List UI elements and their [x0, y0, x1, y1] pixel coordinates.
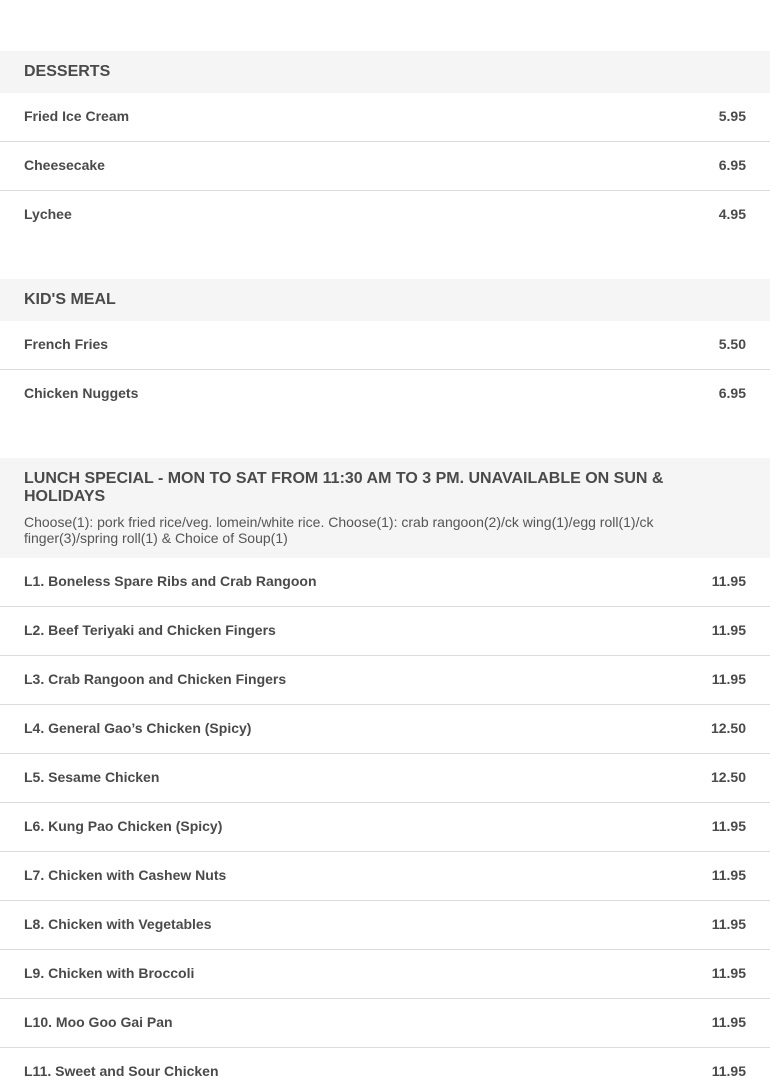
item-price: 12.50	[710, 720, 746, 736]
section-header	[0, 51, 770, 93]
menu-item[interactable]	[0, 558, 770, 607]
item-name: L9. Chicken with Broccoli	[24, 965, 195, 981]
item-name: L7. Chicken with Cashew Nuts	[24, 867, 227, 883]
item-price: 11.95	[711, 1063, 746, 1079]
menu-item[interactable]	[0, 321, 770, 370]
item-price: 12.50	[710, 769, 746, 785]
item-price: 6.95	[718, 157, 746, 173]
item-price: 11.95	[711, 573, 746, 589]
section-title: DESSERTS	[24, 63, 111, 80]
item-name: L6. Kung Pao Chicken (Spicy)	[24, 818, 223, 834]
section-header	[0, 279, 770, 321]
section-title: KID'S MEAL	[24, 291, 116, 308]
item-price: 6.95	[718, 385, 746, 401]
menu-item[interactable]	[0, 370, 770, 419]
section-lunch-special	[0, 458, 770, 1086]
item-price: 11.95	[711, 818, 746, 834]
item-name: L5. Sesame Chicken	[24, 769, 160, 785]
item-name: L3. Crab Rangoon and Chicken Fingers	[24, 671, 287, 687]
item-price: 11.95	[711, 916, 746, 932]
menu-item[interactable]	[0, 901, 770, 950]
menu-item[interactable]	[0, 1048, 770, 1086]
item-name: Cheesecake	[24, 157, 105, 173]
item-price: 11.95	[711, 671, 746, 687]
item-name: L1. Boneless Spare Ribs and Crab Rangoon	[24, 573, 317, 589]
item-price: 11.95	[711, 867, 746, 883]
section-kids-meal	[0, 279, 770, 419]
item-price: 5.50	[718, 336, 746, 352]
item-price: 11.95	[711, 622, 746, 638]
section-description: Choose(1): pork fried rice/veg. lomein/white rice. Choose(1): crab rangoon(2)/ck wing(1)/egg roll(1)/ck finger(3)/spring roll(1) & Choice of Soup(1)	[24, 514, 654, 546]
item-price: 11.95	[711, 965, 746, 981]
menu-item[interactable]	[0, 950, 770, 999]
menu-item[interactable]	[0, 803, 770, 852]
menu-item[interactable]	[0, 191, 770, 240]
menu-item[interactable]	[0, 93, 770, 142]
item-name: L4. General Gao’s Chicken (Spicy)	[24, 720, 252, 736]
menu-item[interactable]	[0, 852, 770, 901]
item-name: L10. Moo Goo Gai Pan	[24, 1014, 173, 1030]
item-price: 11.95	[711, 1014, 746, 1030]
menu-item[interactable]	[0, 142, 770, 191]
item-name: L11. Sweet and Sour Chicken	[24, 1063, 219, 1079]
item-name: Chicken Nuggets	[24, 385, 139, 401]
item-name: L8. Chicken with Vegetables	[24, 916, 212, 932]
item-name: French Fries	[24, 336, 109, 352]
menu-item[interactable]	[0, 754, 770, 803]
menu-item[interactable]	[0, 656, 770, 705]
item-name: L2. Beef Teriyaki and Chicken Fingers	[24, 622, 276, 638]
section-header	[0, 458, 770, 558]
item-name: Fried Ice Cream	[24, 108, 130, 124]
menu-item[interactable]	[0, 705, 770, 754]
section-desserts	[0, 51, 770, 240]
item-price: 4.95	[718, 206, 746, 222]
menu-item[interactable]	[0, 999, 770, 1048]
item-name: Lychee	[24, 206, 72, 222]
section-title: LUNCH SPECIAL - MON TO SAT FROM 11:30 AM TO 3 PM. UNAVAILABLE ON SUN & HOLIDAYS	[24, 470, 664, 505]
menu-item[interactable]	[0, 607, 770, 656]
item-price: 5.95	[718, 108, 746, 124]
